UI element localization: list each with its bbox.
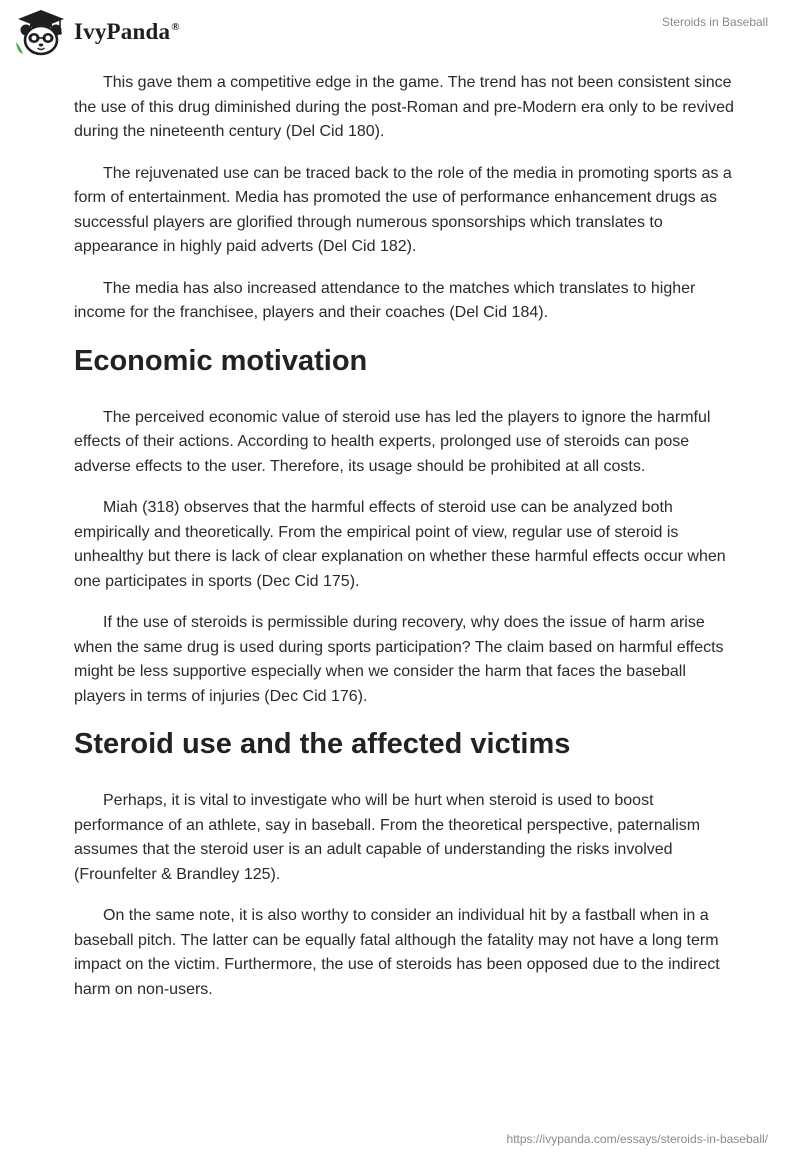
paragraph: The rejuvenated use can be traced back to the role of the media in promoting sports as a form of entertainment. Media has promoted the use of performance enhancement drugs as successful players are glorified through numerous sponsorships which translates to appearance in highly paid adverts (Del Cid 182). xyxy=(74,164,732,255)
registered-mark: ® xyxy=(171,21,180,34)
section-heading-economic-motivation: Economic motivation xyxy=(74,344,368,377)
essay-body xyxy=(74,71,734,1019)
source-url[interactable]: https://ivypanda.com/essays/steroids-in-baseball/ xyxy=(506,1132,768,1146)
paragraph: Perhaps, it is vital to investigate who will be hurt when steroid is used to boost performance of an athlete, say in baseball. From the theoretical perspective, paternalism assumes that the steroid user is an adult capable of understanding the risks involved (Frounfelter & Brandley 125). xyxy=(74,792,701,883)
section-heading-affected-victims: Steroid use and the affected victims xyxy=(74,728,571,760)
page-header xyxy=(0,0,800,62)
paragraph: If the use of steroids is permissible during recovery, why does the issue of harm arise when the same drug is used during sports participation? The claim based on harmful effects might be less supportive especially when we consider the harm that faces the baseball players in terms of injuries (Dec Cid 176). xyxy=(74,614,724,705)
paragraph: This gave them a competitive edge in the game. The trend has not been consistent since the use of this drug diminished during the post-Roman and pre-Modern era only to be revived during the nineteenth century (Del Cid 180). xyxy=(74,74,734,140)
paragraph: The perceived economic value of steroid use has led the players to ignore the harmful effects of their actions. According to health experts, prolonged use of steroids can pose adverse effects to the user. Therefore, its usage should be prohibited at all costs. xyxy=(74,408,711,475)
brand-name: IvyPanda® xyxy=(74,19,180,44)
paragraph: On the same note, it is also worthy to consider an individual hit by a fastball when in a baseball pitch. The latter can be equally fatal although the fatality may not have a long term impact on the victim. Furthermore, the use of steroids has been opposed due to the indirect harm on non-users. xyxy=(74,907,720,998)
paragraph: The media has also increased attendance to the matches which translates to higher income for the franchisee, players and their coaches (Del Cid 184). xyxy=(74,279,696,321)
panda-graduate-icon xyxy=(14,8,68,56)
paragraph: Miah (318) observes that the harmful effects of steroid use can be analyzed both empirically and theoretically. From the empirical point of view, regular use of steroid is unhealthy but there is lack of clear explanation on whether these harmful effects occur when one participates in sports (Dec Cid 175). xyxy=(74,499,726,590)
running-title: Steroids in Baseball xyxy=(661,15,768,29)
ivypanda-logo[interactable] xyxy=(14,8,180,56)
